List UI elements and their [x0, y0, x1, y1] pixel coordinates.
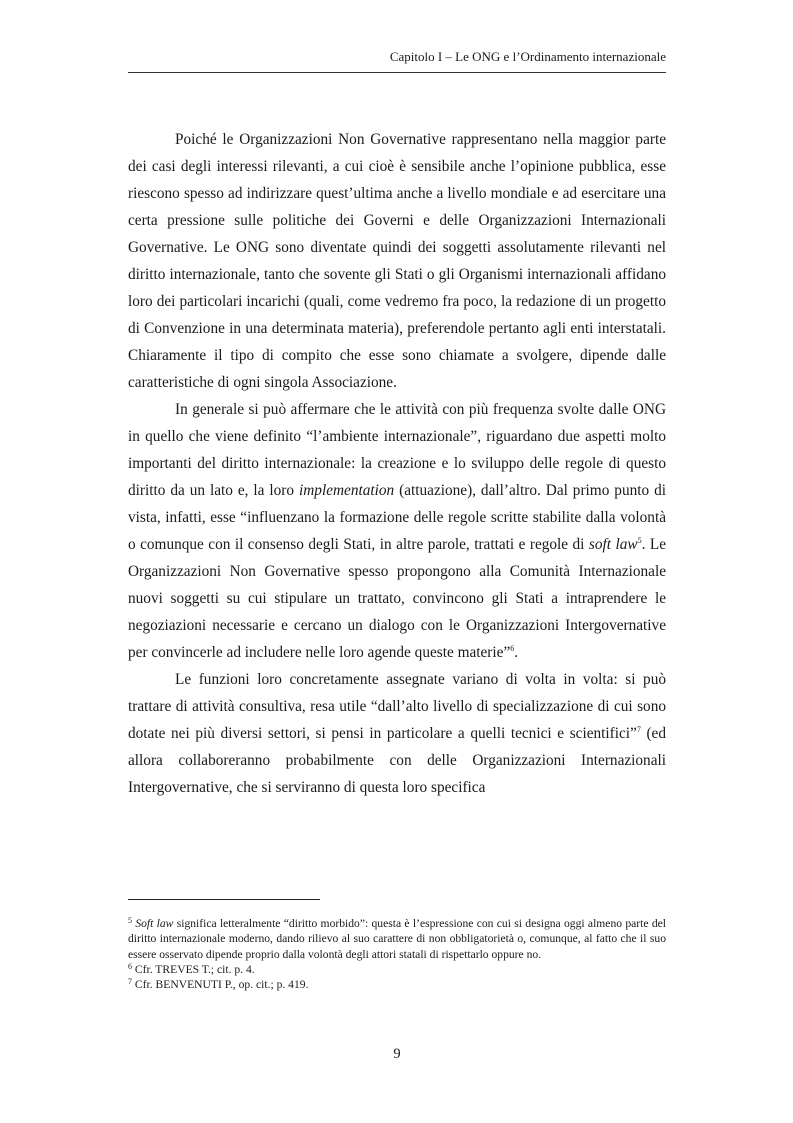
paragraph-2-text-b: (attuazione), dall’altro. Dal primo punto di vista, infatti, esse “influenzano la formazione delle regole scritte stabilite dalla volontà o comunque con il consenso degli Stati, in altre parole, trattati e regole di	[128, 482, 666, 553]
footnote-5-number: 5	[128, 916, 132, 925]
footnote-6-number: 6	[128, 961, 132, 971]
paragraph-2	[128, 396, 666, 666]
paragraph-2-text-d: .	[514, 644, 519, 661]
footnote-ref-5[interactable]: 5	[637, 536, 642, 545]
body-text	[128, 126, 666, 801]
footnote-5	[128, 916, 666, 962]
footnote-6-text: Cfr. TREVES T.; cit. p. 4.	[132, 962, 255, 976]
paragraph-3	[128, 666, 666, 801]
page-number: 9	[393, 1046, 401, 1062]
footnote-7-text: Cfr. BENVENUTI P., op. cit.; p. 419.	[132, 978, 309, 992]
paragraph-1: Poiché le Organizzazioni Non Governative rappresentano nella maggior parte dei casi degli interessi rilevanti, a cui cioè è sensibile anche l’opinione pubblica, esse riescono spesso ad indirizzare quest’ultima anche a livello mondiale e ad esercitare una certa pressione sulle politiche dei Governi e delle Organizzazioni Internazionali Governative. Le ONG sono diventate quindi dei soggetti assolutamente rilevanti nel diritto internazionale, tanto che sovente gli Stati o gli Organismi internazionali affidano loro dei particolari incarichi (quali, come vedremo fra poco, la redazione di un progetto di Convenzione in una determinata materia), preferendole pertanto agli enti interstatali. Chiaramente il tipo di compito che esse sono chiamate a svolgere, dipende dalle caratteristiche di ogni singola Associazione.	[128, 131, 666, 391]
footnote-5-text: significa letteralmente “diritto morbido”: questa è l’espressione con cui si designa oggi almeno parte del diritto internazionale moderno, dando rilievo al suo carattere di non obbligatorietà o, comunque, al fatto che il suo essere osservato dipende proprio dalla volontà degli attori statali di rispettarlo oppure no.	[128, 917, 666, 961]
footnote-6	[128, 962, 666, 977]
paragraph-2-text-c: . Le Organizzazioni Non Governative spesso propongono alla Comunità Internazionale nuovi soggetti su cui stipulare un trattato, convincono gli Stati a intraprendere le negoziazioni necessarie e cercano un dialogo con le Organizzazioni Intergovernative per convincerle ad includere nelle loro agende queste materie”	[128, 536, 666, 661]
paragraph-3-text-a: Le funzioni loro concretamente assegnate variano di volta in volta: si può trattare di attività consultiva, resa utile “dall’alto livello di specializzazione di cui sono dotate nei più diversi settori, si pensi in particolare a quelli tecnici e scientifici”	[128, 671, 666, 742]
footnote-7	[128, 977, 666, 992]
emphasis-implementation: implementation	[299, 482, 395, 499]
footnote-ref-6[interactable]: 6	[510, 644, 515, 653]
footnote-7-number: 7	[128, 977, 132, 987]
running-head: Capitolo I – Le ONG e l’Ordinamento internazionale	[389, 49, 666, 64]
paragraph-3-text-b: (ed allora collaboreranno probabilmente con delle Organizzazioni Internazionali Intergovernative, che si serviranno di questa loro specifica	[128, 725, 666, 796]
footnote-rule	[128, 899, 320, 900]
footnote-ref-7[interactable]: 7	[636, 725, 641, 734]
emphasis-soft-law: soft law	[588, 536, 638, 553]
footnotes	[128, 916, 666, 992]
paragraph-2-text-a: In generale si può affermare che le attività con più frequenza svolte dalle ONG in quello che viene definito “l’ambiente internazionale”, riguardano due aspetti molto importanti del diritto internazionale: la creazione e lo sviluppo delle regole di questo diritto da un lato e, la loro	[128, 401, 666, 499]
footnote-5-term: Soft law	[135, 917, 174, 930]
header-rule	[128, 72, 666, 73]
